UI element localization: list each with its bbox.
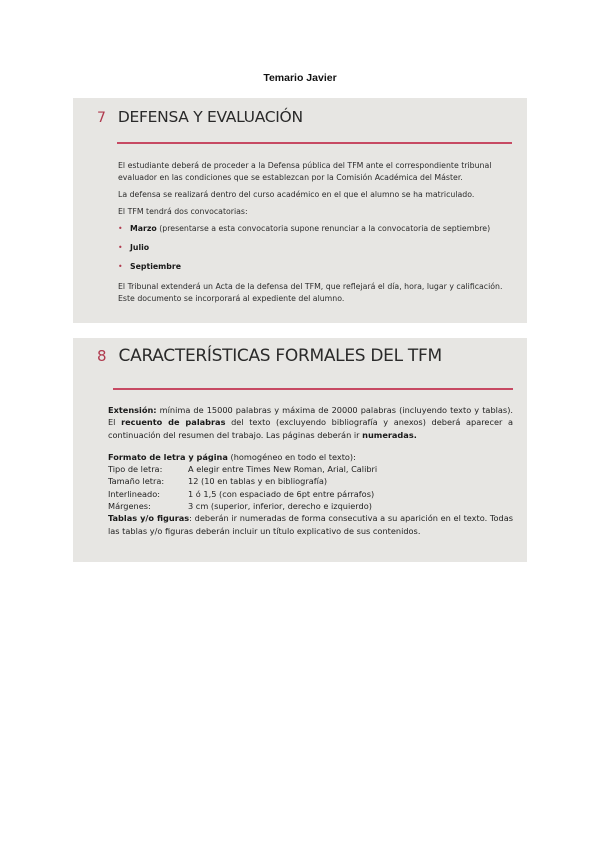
- format-row: [108, 488, 513, 500]
- tables-paragraph: [108, 512, 513, 537]
- slide-caracteristicas-formales: [73, 338, 527, 562]
- slide-heading: [97, 346, 442, 366]
- tables-label: Tablas y/o figuras: [108, 513, 190, 524]
- bullet-bold: Septiembre: [130, 262, 182, 272]
- format-heading: [108, 451, 513, 463]
- paragraph: El TFM tendrá dos convocatorias:: [118, 207, 248, 217]
- title-divider: [117, 142, 512, 144]
- format-row: [108, 463, 513, 475]
- list-item: [118, 242, 510, 254]
- row-key: Interlineado:: [108, 488, 160, 499]
- bold-text: numeradas.: [362, 429, 417, 440]
- list-item: [118, 261, 510, 273]
- slide-heading: [97, 108, 303, 126]
- bullet-icon: •: [118, 262, 123, 272]
- text: del texto (excluyendo bibliografía y anexos) deberá aparecer a continuación del resumen del trabajo. Las páginas deberán ir: [108, 417, 513, 440]
- list-item: [118, 223, 510, 235]
- bullet-bold: Marzo: [130, 224, 157, 234]
- text: : deberán ir numeradas de forma consecutiva a su aparición en el texto. Todas las tablas y/o figuras deberán incluir un título explicativo de sus contenidos.: [108, 513, 513, 536]
- bullet-icon: •: [118, 224, 123, 234]
- row-key: Tipo de letra:: [108, 464, 163, 475]
- format-note: (homogéneo en todo el texto):: [227, 451, 356, 462]
- title-divider: [113, 388, 513, 390]
- format-row: [108, 500, 513, 512]
- format-label: Formato de letra y página: [108, 451, 228, 462]
- row-value: 12 (10 en tablas y en bibliografía): [188, 476, 328, 487]
- slide-defensa-evaluacion: [73, 98, 527, 323]
- paragraph: El estudiante deberá de proceder a la Defensa pública del TFM ante el correspondiente tribunal evaluador en las condiciones que se establezcan por la Comisión Académica del Máster.: [118, 161, 492, 183]
- slide-body: [118, 160, 510, 310]
- row-value: A elegir entre Times New Roman, Arial, Calibri: [188, 464, 378, 475]
- paragraph: La defensa se realizará dentro del curso académico en el que el alumno se ha matriculado.: [118, 190, 475, 200]
- document-title: Temario Javier: [263, 72, 337, 84]
- bullet-bold: Julio: [130, 243, 150, 253]
- row-value: 1 ó 1,5 (con espaciado de 6pt entre párrafos): [188, 488, 375, 499]
- section-number: 7: [97, 110, 106, 126]
- bullet-text: (presentarse a esta convocatoria supone renunciar a la convocatoria de septiembre): [156, 224, 491, 234]
- slide-body: [108, 404, 513, 537]
- bold-text: recuento de palabras: [121, 417, 226, 428]
- section-title: CARACTERÍSTICAS FORMALES DEL TFM: [118, 346, 442, 366]
- format-section: [108, 451, 513, 512]
- paragraph: El Tribunal extenderá un Acta de la defensa del TFM, que reflejará el día, hora, lugar y calificación. Este documento se incorporará al expediente del alumno.: [118, 281, 503, 303]
- section-title: DEFENSA Y EVALUACIÓN: [117, 108, 303, 126]
- row-key: Tamaño letra:: [108, 476, 165, 487]
- row-value: 3 cm (superior, inferior, derecho e izquierdo): [188, 501, 372, 512]
- row-key: Márgenes:: [108, 501, 151, 512]
- section-number: 8: [97, 347, 107, 365]
- format-row: [108, 475, 513, 487]
- bullet-icon: •: [118, 243, 123, 253]
- text: mínima de 15000 palabras y máxima de 20000 palabras (incluyendo texto y tablas). El: [108, 405, 513, 428]
- extension-label: Extensión:: [108, 405, 157, 415]
- extension-paragraph: [108, 404, 513, 441]
